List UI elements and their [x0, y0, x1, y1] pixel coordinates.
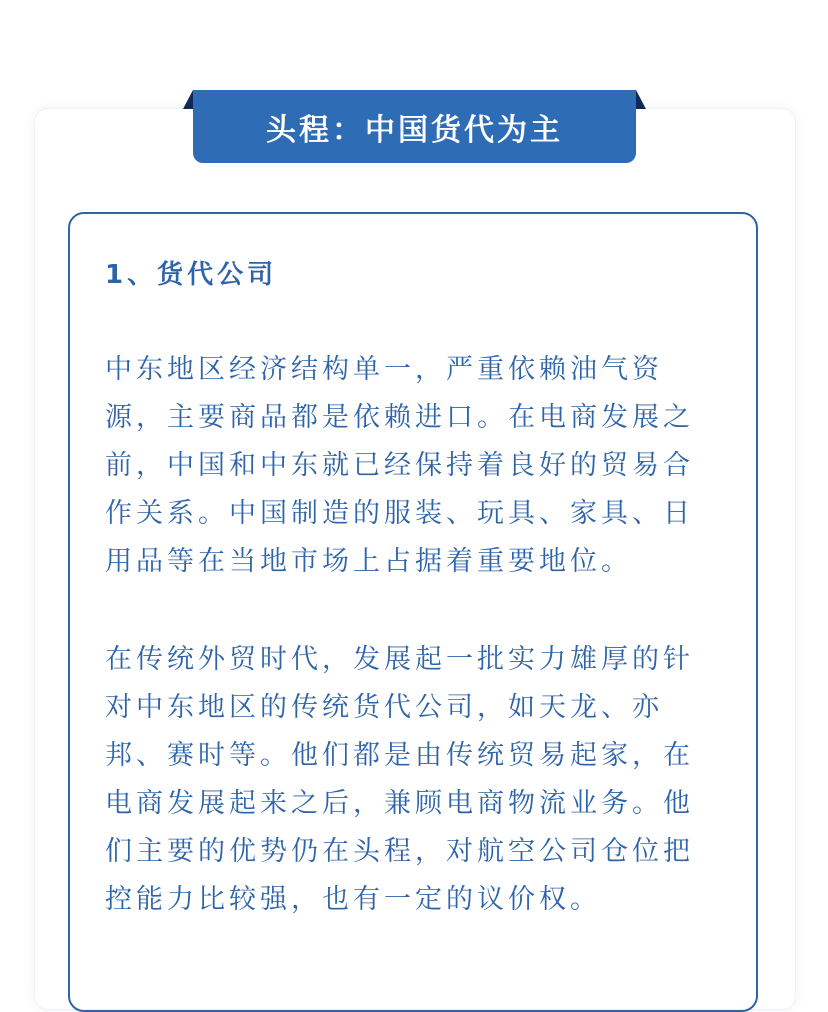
text-line: 在传统外贸时代，发展起一批实力雄厚的针: [105, 644, 694, 675]
text-line: 中东地区经济结构单一，严重依赖油气资: [105, 354, 663, 385]
text-line: 电商发展起来之后，兼顾电商物流业务。他: [105, 788, 694, 819]
paragraph-1: [105, 346, 694, 586]
text-line: 邦、赛时等。他们都是由传统贸易起家，在: [105, 740, 694, 771]
text-line: 控能力比较强，也有一定的议价权。: [105, 884, 601, 915]
banner-fold-left: [183, 90, 193, 109]
text-line: 用品等在当地市场上占据着重要地位。: [105, 546, 632, 577]
section-heading: 1、货代公司: [105, 260, 278, 290]
section-banner: [193, 90, 636, 163]
text-line: 前，中国和中东就已经保持着良好的贸易合: [105, 450, 694, 481]
banner-fold-right: [636, 90, 646, 109]
text-line: 们主要的优势仍在头程，对航空公司仓位把: [105, 836, 694, 867]
banner-title: 头程：中国货代为主: [266, 112, 563, 148]
paragraph-2: [105, 636, 694, 924]
text-line: 对中东地区的传统货代公司，如天龙、亦: [105, 692, 663, 723]
text-line: 作关系。中国制造的服装、玩具、家具、日: [105, 498, 694, 529]
text-line: 源，主要商品都是依赖进口。在电商发展之: [105, 402, 694, 433]
